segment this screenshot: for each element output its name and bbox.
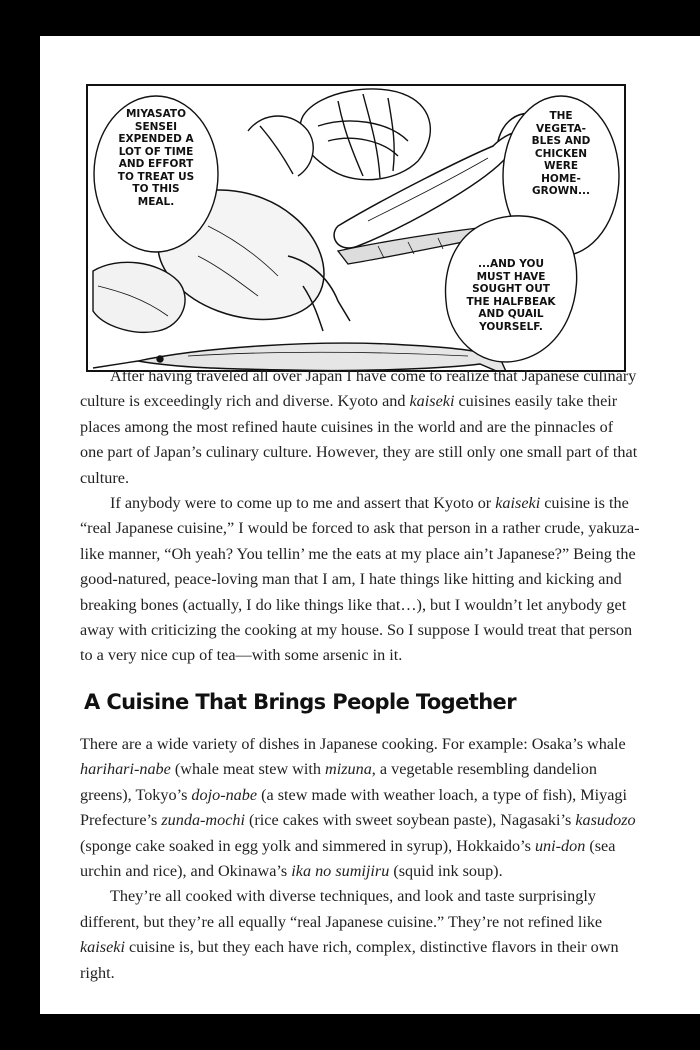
paragraph: If anybody were to come up to me and assert that Kyoto or kaiseki cuisine is the “real Japanese cuisine,” I would be forced to ask that person in a rather crude, yakuza-like manner, “Oh yeah? You tellin’ me the eats at my place ain’t Japanese?” Being the good-natured, peace-loving man that I am, I hate things like hitting and kicking and breaking bones (actually, I do like things like that…), but I wouldn’t let anybody get away with criticizing the cooking at my house. So I suppose I would treat that person to a very nice cup of tea—with some arsenic in it. (80, 494, 640, 665)
book-page (40, 36, 700, 1014)
speech-bubble-left: MIYASATO SENSEI EXPENDED A LOT OF TIME AND EFFORT TO TREAT US TO THIS MEAL. (117, 108, 195, 208)
body-section-1 (80, 364, 640, 669)
section-heading: A Cuisine That Brings People Together (84, 690, 516, 714)
manga-panel (86, 84, 626, 372)
speech-bubble-right: THE VEGETA- BLES AND CHICKEN WERE HOME- GROWN... (531, 110, 591, 197)
speech-bubble-bottom: ...AND YOU MUST HAVE SOUGHT OUT THE HALFBEAK AND QUAIL YOURSELF. (466, 258, 556, 333)
paragraph: After having traveled all over Japan I have come to realize that Japanese culinary culture is exceedingly rich and diverse. Kyoto and kaiseki cuisines easily take their places among the most refined haute cuisines in the world and are the pinnacles of one part of Japan’s culinary culture. However, they are still only one small part of that culture. (80, 367, 638, 487)
paragraph: There are a wide variety of dishes in Japanese cooking. For example: Osaka’s whale harihari-nabe (whale meat stew with mizuna, a vegetable resembling dandelion greens), Tokyo’s dojo-nabe (a stew made with weather loach, a type of fish), Miyagi Prefecture’s zunda-mochi (rice cakes with sweet soybean paste), Nagasaki’s kasudozo (sponge cake soaked in egg yolk and simmered in syrup), Hokkaido’s uni-don (sea urchin and rice), and Okinawa’s ika no sumijiru (squid ink soup). (80, 735, 636, 881)
body-section-2 (80, 732, 640, 986)
paragraph: They’re all cooked with diverse techniques, and look and taste surprisingly different, but they’re all equally “real Japanese cuisine.” They’re not refined like kaiseki cuisine is, but they each have rich, complex, distinctive flavors in their own right. (80, 887, 619, 982)
